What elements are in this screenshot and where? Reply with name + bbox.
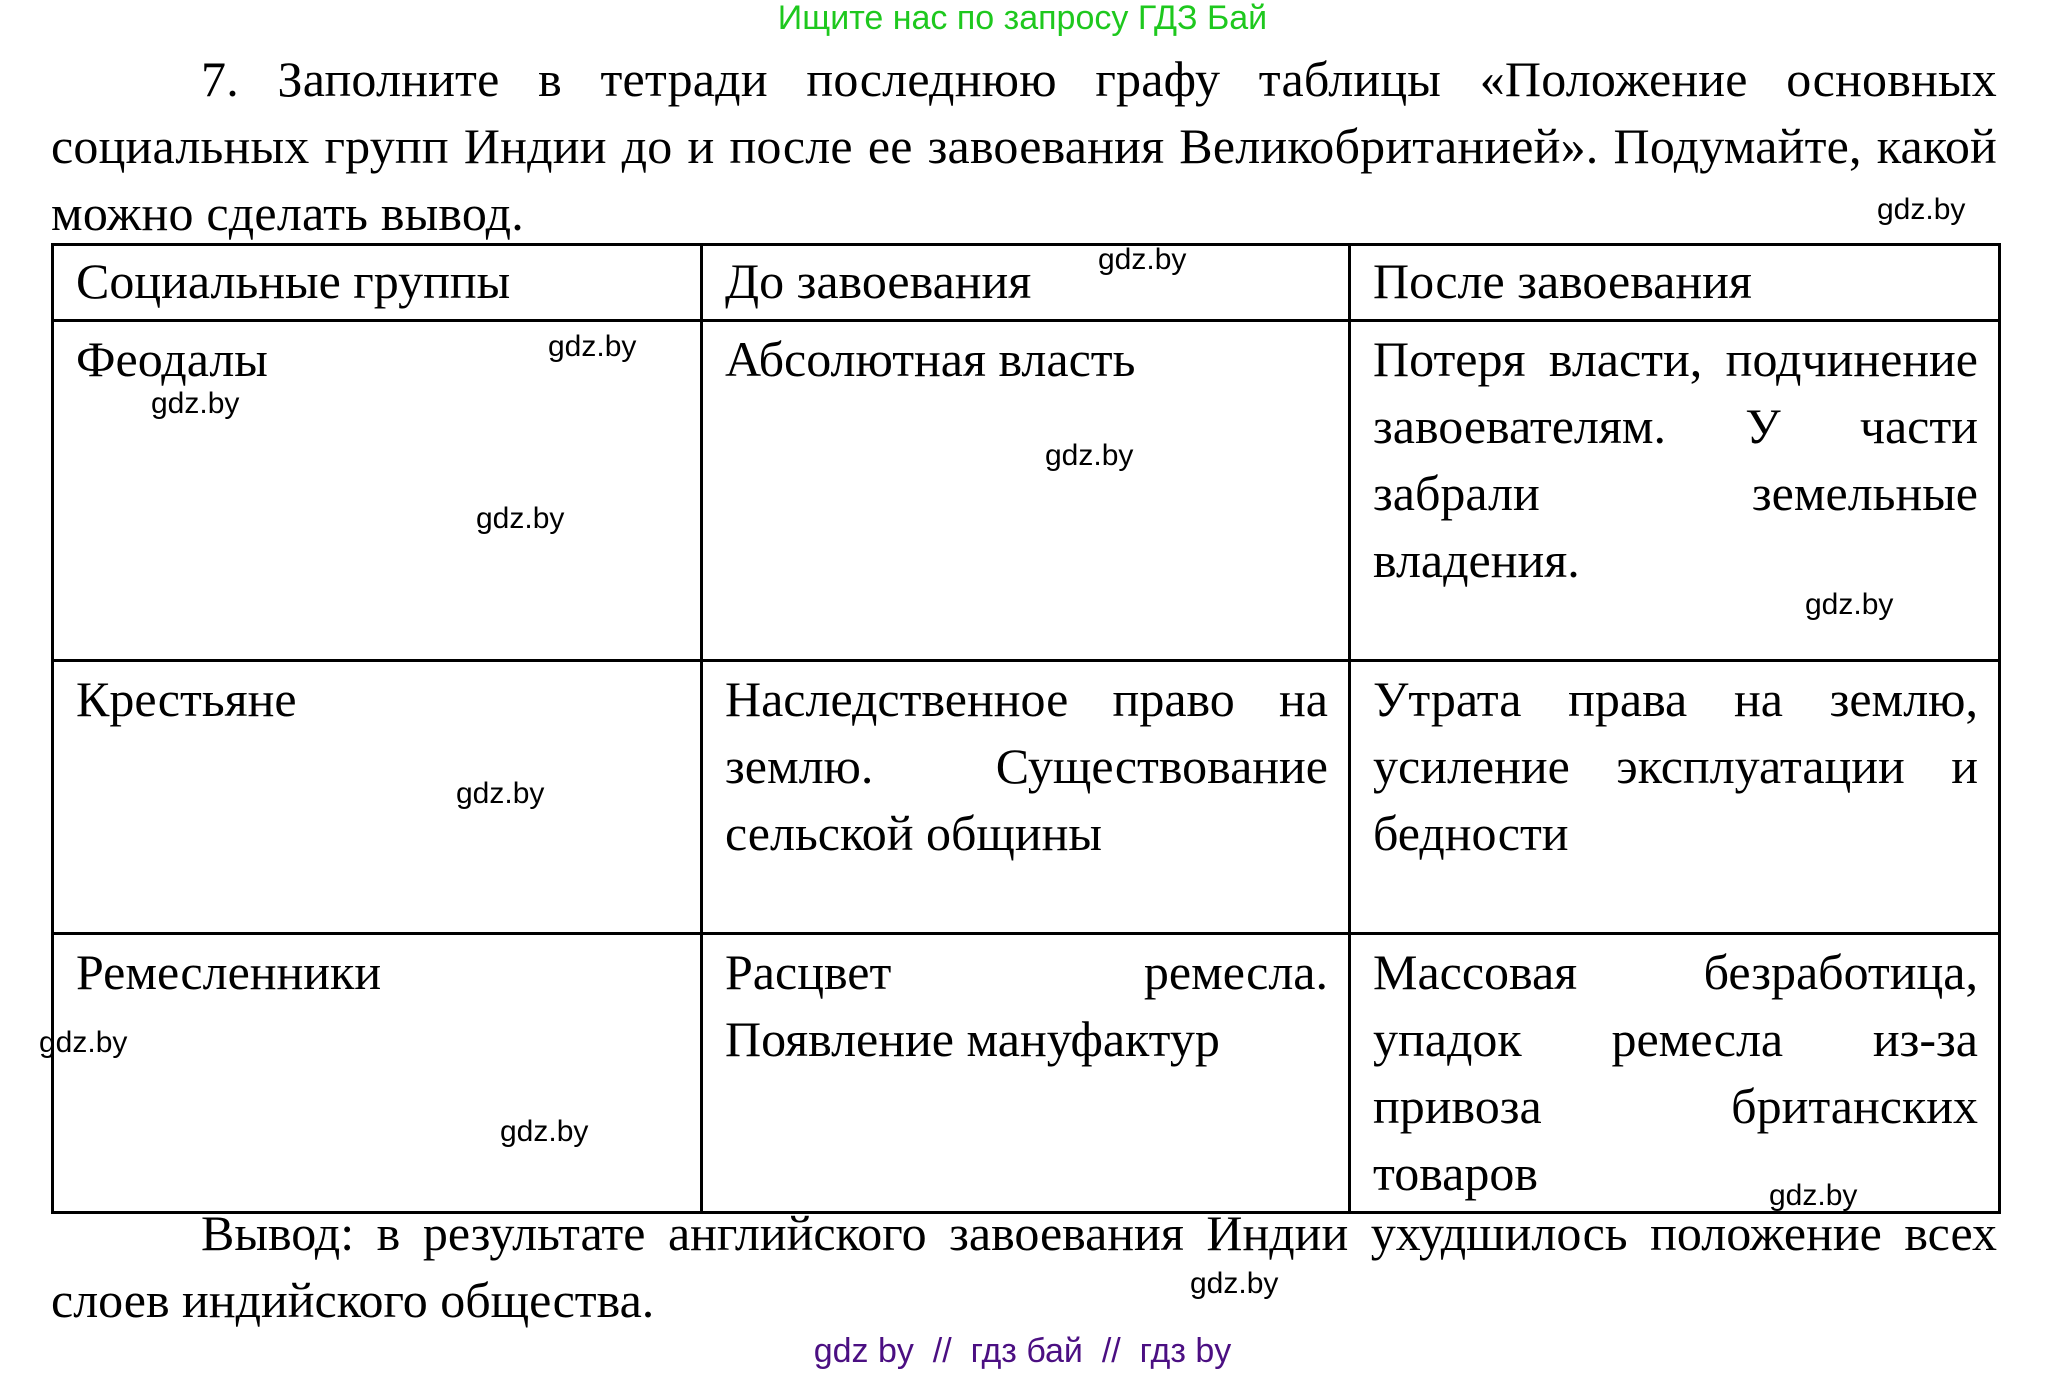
cell-after: Массовая безработица, упадок ремесла из-за привоза британских товаров [1350,934,2000,1213]
watermark-label: gdz.by [1769,1179,1858,1212]
footer-links: gdz by // гдз бай // гдз by [813,1332,1232,1370]
watermark-label: gdz.by [39,1026,128,1059]
search-banner: Ищите нас по запросу ГДЗ Бай [777,0,1268,37]
social-groups-table [51,243,2001,1214]
cell-after: Утрата права на землю, усиление эксплуатации и бедности [1350,661,2000,934]
conclusion-text: Вывод: в результате английского завоевания Индии ухудшилось положение всех слоев индийского общества. [51,1205,1997,1328]
cell-group: Ремесленники [53,934,702,1213]
watermark-label: gdz.by [548,330,637,363]
table-row [53,321,2000,661]
watermark-label: gdz.by [151,387,240,420]
table-row [53,661,2000,934]
cell-group: Феодалы [53,321,702,661]
watermark-label: gdz.by [476,502,565,535]
watermark-label: gdz.by [1098,243,1187,276]
table-header-row [53,245,2000,321]
table-row [53,934,2000,1213]
watermark-label: gdz.by [500,1115,589,1148]
cell-before: Наследственное право на землю. Существование сельской общины [702,661,1350,934]
cell-before: Расцвет ремесла. Появление мануфактур [702,934,1350,1213]
watermark-label: gdz.by [456,777,545,810]
header-social-groups: Социальные группы [53,245,702,321]
task-prompt: 7. Заполните в тетради последнюю графу таблицы «Положение основных социальных групп Индии до и после ее завоевания Великобританией». Подумайте, какой можно сделать вывод. [51,51,1997,241]
header-before-conquest: До завоевания [702,245,1350,321]
watermark-label: gdz.by [1045,439,1134,472]
cell-group: Крестьяне [53,661,702,934]
watermark-label: gdz.by [1805,588,1894,621]
watermark-label: gdz.by [1877,193,1966,226]
cell-after: Потеря власти, подчинение завоевателям. У части забрали земельные владения. [1350,321,2000,661]
header-after-conquest: После завоевания [1350,245,2000,321]
watermark-label: gdz.by [1190,1267,1279,1300]
cell-before: Абсолютная власть [702,321,1350,661]
